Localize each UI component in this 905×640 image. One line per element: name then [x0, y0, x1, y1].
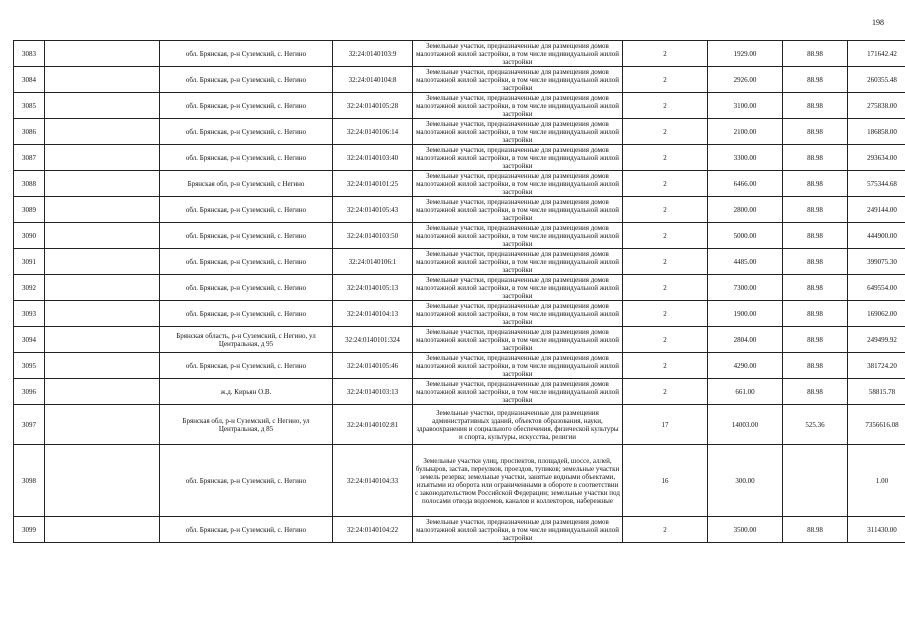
cadastral-number-cell: 32:24:0140105:13 — [333, 275, 413, 301]
area-cell: 6466.00 — [708, 171, 783, 197]
cadastral-value-cell: 444900.00 — [848, 223, 905, 249]
land-use-cell: Земельные участки, предназначенные для размещения домов малоэтажной жилой застройки, в том числе индивидуальной жилой застройки — [413, 223, 623, 249]
land-use-cell: Земельные участки, предназначенные для размещения домов малоэтажной жилой застройки, в том числе индивидуальной жилой застройки — [413, 197, 623, 223]
land-use-cell: Земельные участки, предназначенные для размещения домов малоэтажной жилой застройки, в том числе индивидуальной жилой застройки — [413, 145, 623, 171]
cadastral-number-cell: 32:24:0140104:22 — [333, 517, 413, 543]
cadastral-value-cell: 58815.78 — [848, 379, 905, 405]
cadastral-value-cell: 575344.68 — [848, 171, 905, 197]
category-code-cell: 2 — [623, 275, 708, 301]
cadastral-number-cell: 32:24:0140104:13 — [333, 301, 413, 327]
address-cell: обл. Брянская, р-н Суземский, с. Негино — [160, 93, 333, 119]
cadastral-number-cell: 32:24:0140101:324 — [333, 327, 413, 353]
table-row — [14, 119, 905, 145]
specific-value-cell: 88.98 — [783, 275, 848, 301]
area-cell: 300.00 — [708, 445, 783, 517]
land-use-cell: Земельные участки, предназначенные для размещения домов малоэтажной жилой застройки, в том числе индивидуальной жилой застройки — [413, 171, 623, 197]
specific-value-cell: 88.98 — [783, 171, 848, 197]
table-row — [14, 93, 905, 119]
row-number-cell: 3093 — [14, 301, 45, 327]
cadastral-value-cell: 249144.00 — [848, 197, 905, 223]
category-code-cell: 2 — [623, 223, 708, 249]
category-code-cell: 2 — [623, 353, 708, 379]
table-row — [14, 353, 905, 379]
category-code-cell: 2 — [623, 119, 708, 145]
category-code-cell: 2 — [623, 249, 708, 275]
cadastral-value-cell: 169062.00 — [848, 301, 905, 327]
row-number-cell: 3088 — [14, 171, 45, 197]
address-cell: обл. Брянская, р-н Суземский, с. Негино — [160, 145, 333, 171]
specific-value-cell: 88.98 — [783, 223, 848, 249]
land-use-cell: Земельные участки, предназначенные для размещения домов малоэтажной жилой застройки, в том числе индивидуальной жилой застройки — [413, 275, 623, 301]
address-cell: Брянская область, р-н Суземский, с Негино, ул Центральная, д 95 — [160, 327, 333, 353]
empty-cell — [45, 445, 160, 517]
table-row — [14, 197, 905, 223]
specific-value-cell: 88.98 — [783, 249, 848, 275]
land-use-cell: Земельные участки, предназначенные для размещения домов малоэтажной жилой застройки, в том числе индивидуальной жилой застройки — [413, 119, 623, 145]
category-code-cell: 2 — [623, 41, 708, 67]
address-cell: Брянская обл, р-н Суземский, с Негино — [160, 171, 333, 197]
address-cell: обл. Брянская, р-н Суземский, с. Негино — [160, 197, 333, 223]
empty-cell — [45, 67, 160, 93]
row-number-cell: 3089 — [14, 197, 45, 223]
table-row — [14, 517, 905, 543]
area-cell: 661.00 — [708, 379, 783, 405]
empty-cell — [45, 301, 160, 327]
table-row — [14, 301, 905, 327]
cadastral-number-cell: 32:24:0140105:46 — [333, 353, 413, 379]
category-code-cell: 2 — [623, 67, 708, 93]
row-number-cell: 3099 — [14, 517, 45, 543]
specific-value-cell: 88.98 — [783, 379, 848, 405]
row-number-cell: 3085 — [14, 93, 45, 119]
cadastral-value-cell: 260355.48 — [848, 67, 905, 93]
land-use-cell: Земельные участки, предназначенные для размещения домов малоэтажной жилой застройки, в том числе индивидуальной жилой застройки — [413, 301, 623, 327]
cadastral-value-cell: 7356616.08 — [848, 405, 905, 445]
land-use-cell: Земельные участки, предназначенные для размещения домов малоэтажной жилой застройки, в том числе индивидуальной жилой застройки — [413, 379, 623, 405]
address-cell: обл. Брянская, р-н Суземский, с. Негино — [160, 41, 333, 67]
cadastral-value-cell: 399075.30 — [848, 249, 905, 275]
address-cell: обл. Брянская, р-н Суземский, с. Негино — [160, 249, 333, 275]
row-number-cell: 3096 — [14, 379, 45, 405]
specific-value-cell: 88.98 — [783, 67, 848, 93]
cadastral-value-cell: 381724.20 — [848, 353, 905, 379]
specific-value-cell: 88.98 — [783, 197, 848, 223]
land-use-cell: Земельные участки, предназначенные для размещения домов малоэтажной жилой застройки, в том числе индивидуальной жилой застройки — [413, 353, 623, 379]
category-code-cell: 16 — [623, 445, 708, 517]
area-cell: 14003.00 — [708, 405, 783, 445]
empty-cell — [45, 249, 160, 275]
category-code-cell: 2 — [623, 379, 708, 405]
table-row — [14, 275, 905, 301]
empty-cell — [45, 517, 160, 543]
category-code-cell: 2 — [623, 301, 708, 327]
area-cell: 3500.00 — [708, 517, 783, 543]
address-cell: ж.д. Кирьян О.В. — [160, 379, 333, 405]
table-row — [14, 223, 905, 249]
empty-cell — [45, 353, 160, 379]
land-registry-table — [13, 40, 905, 543]
row-number-cell: 3083 — [14, 41, 45, 67]
row-number-cell: 3087 — [14, 145, 45, 171]
land-use-cell: Земельные участки, предназначенные для размещения домов малоэтажной жилой застройки, в том числе индивидуальной жилой застройки — [413, 327, 623, 353]
area-cell: 4485.00 — [708, 249, 783, 275]
cadastral-number-cell: 32:24:0140103:13 — [333, 379, 413, 405]
specific-value-cell: 88.98 — [783, 327, 848, 353]
cadastral-number-cell: 32:24:0140103:9 — [333, 41, 413, 67]
address-cell: обл. Брянская, р-н Суземский, с. Негино — [160, 353, 333, 379]
page-number: 198 — [872, 18, 884, 27]
row-number-cell: 3091 — [14, 249, 45, 275]
cadastral-value-cell: 293634.00 — [848, 145, 905, 171]
empty-cell — [45, 119, 160, 145]
table-row — [14, 67, 905, 93]
table-row — [14, 327, 905, 353]
cadastral-value-cell: 186858.00 — [848, 119, 905, 145]
address-cell: обл. Брянская, р-н Суземский, с. Негино — [160, 275, 333, 301]
empty-cell — [45, 379, 160, 405]
row-number-cell: 3094 — [14, 327, 45, 353]
category-code-cell: 2 — [623, 171, 708, 197]
specific-value-cell: 88.98 — [783, 353, 848, 379]
empty-cell — [45, 145, 160, 171]
row-number-cell: 3098 — [14, 445, 45, 517]
empty-cell — [45, 405, 160, 445]
empty-cell — [45, 93, 160, 119]
specific-value-cell: 88.98 — [783, 41, 848, 67]
category-code-cell: 2 — [623, 197, 708, 223]
category-code-cell: 2 — [623, 145, 708, 171]
area-cell: 2926.00 — [708, 67, 783, 93]
cadastral-number-cell: 32:24:0140104:8 — [333, 67, 413, 93]
table-row — [14, 171, 905, 197]
cadastral-number-cell: 32:24:0140103:40 — [333, 145, 413, 171]
area-cell: 5000.00 — [708, 223, 783, 249]
land-use-cell: Земельные участки, предназначенные для размещения домов малоэтажной жилой застройки, в том числе индивидуальной жилой застройки — [413, 93, 623, 119]
specific-value-cell: 88.98 — [783, 93, 848, 119]
row-number-cell: 3095 — [14, 353, 45, 379]
area-cell: 4290.00 — [708, 353, 783, 379]
specific-value-cell: 88.98 — [783, 145, 848, 171]
land-use-cell: Земельные участки улиц, проспектов, площадей, шоссе, аллей, бульваров, застав, переулков, проездов, тупиков; земельные участки земель резерва; земельные участки, занятые водными объектами, изъятыми из оборота или ограниченными в обороте в соответствии с законодательством Российской Федерации; земельные участки под полосами отвода водоемов, каналов и коллекторов, набережные — [413, 445, 623, 517]
empty-cell — [45, 197, 160, 223]
land-use-cell: Земельные участки, предназначенные для размещения домов малоэтажной жилой застройки, в том числе индивидуальной жилой застройки — [413, 249, 623, 275]
address-cell: Брянская обл, р-н Суземский, с Негино, ул Центральная, д 85 — [160, 405, 333, 445]
cadastral-value-cell: 311430.00 — [848, 517, 905, 543]
cadastral-number-cell: 32:24:0140104:33 — [333, 445, 413, 517]
specific-value-cell — [783, 445, 848, 517]
cadastral-value-cell: 649554.00 — [848, 275, 905, 301]
row-number-cell: 3084 — [14, 67, 45, 93]
area-cell: 3300.00 — [708, 145, 783, 171]
row-number-cell: 3092 — [14, 275, 45, 301]
cadastral-number-cell: 32:24:0140106:14 — [333, 119, 413, 145]
empty-cell — [45, 327, 160, 353]
address-cell: обл. Брянская, р-н Суземский, с. Негино — [160, 223, 333, 249]
specific-value-cell: 525.36 — [783, 405, 848, 445]
table-row — [14, 379, 905, 405]
area-cell: 1929.00 — [708, 41, 783, 67]
cadastral-value-cell: 171642.42 — [848, 41, 905, 67]
specific-value-cell: 88.98 — [783, 119, 848, 145]
address-cell: обл. Брянская, р-н Суземский, с. Негино — [160, 517, 333, 543]
category-code-cell: 2 — [623, 93, 708, 119]
address-cell: обл. Брянская, р-н Суземский, с. Негино — [160, 67, 333, 93]
table-row — [14, 145, 905, 171]
cadastral-value-cell: 275838.00 — [848, 93, 905, 119]
area-cell: 2100.00 — [708, 119, 783, 145]
cadastral-number-cell: 32:24:0140105:43 — [333, 197, 413, 223]
address-cell: обл. Брянская, р-н Суземский, с. Негино — [160, 119, 333, 145]
land-use-cell: Земельные участки, предназначенные для размещения домов малоэтажной жилой застройки, в том числе индивидуальной жилой застройки — [413, 41, 623, 67]
row-number-cell: 3097 — [14, 405, 45, 445]
empty-cell — [45, 171, 160, 197]
address-cell: обл. Брянская, р-н Суземский, с. Негино — [160, 301, 333, 327]
cadastral-number-cell: 32:24:0140105:28 — [333, 93, 413, 119]
land-use-cell: Земельные участки, предназначенные для размещения домов малоэтажной жилой застройки, в том числе индивидуальной жилой застройки — [413, 517, 623, 543]
specific-value-cell: 88.98 — [783, 301, 848, 327]
table-row — [14, 249, 905, 275]
category-code-cell: 2 — [623, 517, 708, 543]
cadastral-number-cell: 32:24:0140102:81 — [333, 405, 413, 445]
row-number-cell: 3090 — [14, 223, 45, 249]
empty-cell — [45, 275, 160, 301]
category-code-cell: 17 — [623, 405, 708, 445]
cadastral-number-cell: 32:24:0140103:50 — [333, 223, 413, 249]
area-cell: 1900.00 — [708, 301, 783, 327]
category-code-cell: 2 — [623, 327, 708, 353]
area-cell: 3100.00 — [708, 93, 783, 119]
cadastral-number-cell: 32:24:0140106:1 — [333, 249, 413, 275]
empty-cell — [45, 41, 160, 67]
row-number-cell: 3086 — [14, 119, 45, 145]
cadastral-value-cell: 1.00 — [848, 445, 905, 517]
specific-value-cell: 88.98 — [783, 517, 848, 543]
table-row — [14, 405, 905, 445]
empty-cell — [45, 223, 160, 249]
land-use-cell: Земельные участки, предназначенные для размещения административных зданий, объектов образования, науки, здравоохранения и социального обеспечения, физической культуры и спорта, культуры, искусства, религии — [413, 405, 623, 445]
area-cell: 7300.00 — [708, 275, 783, 301]
table-row — [14, 41, 905, 67]
cadastral-value-cell: 249499.92 — [848, 327, 905, 353]
area-cell: 2804.00 — [708, 327, 783, 353]
cadastral-number-cell: 32:24:0140101:25 — [333, 171, 413, 197]
area-cell: 2800.00 — [708, 197, 783, 223]
table-row — [14, 445, 905, 517]
land-use-cell: Земельные участки, предназначенные для размещения домов малоэтажной жилой застройки, в том числе индивидуальной жилой застройки — [413, 67, 623, 93]
address-cell: обл. Брянская, р-н Суземский, с. Негино — [160, 445, 333, 517]
